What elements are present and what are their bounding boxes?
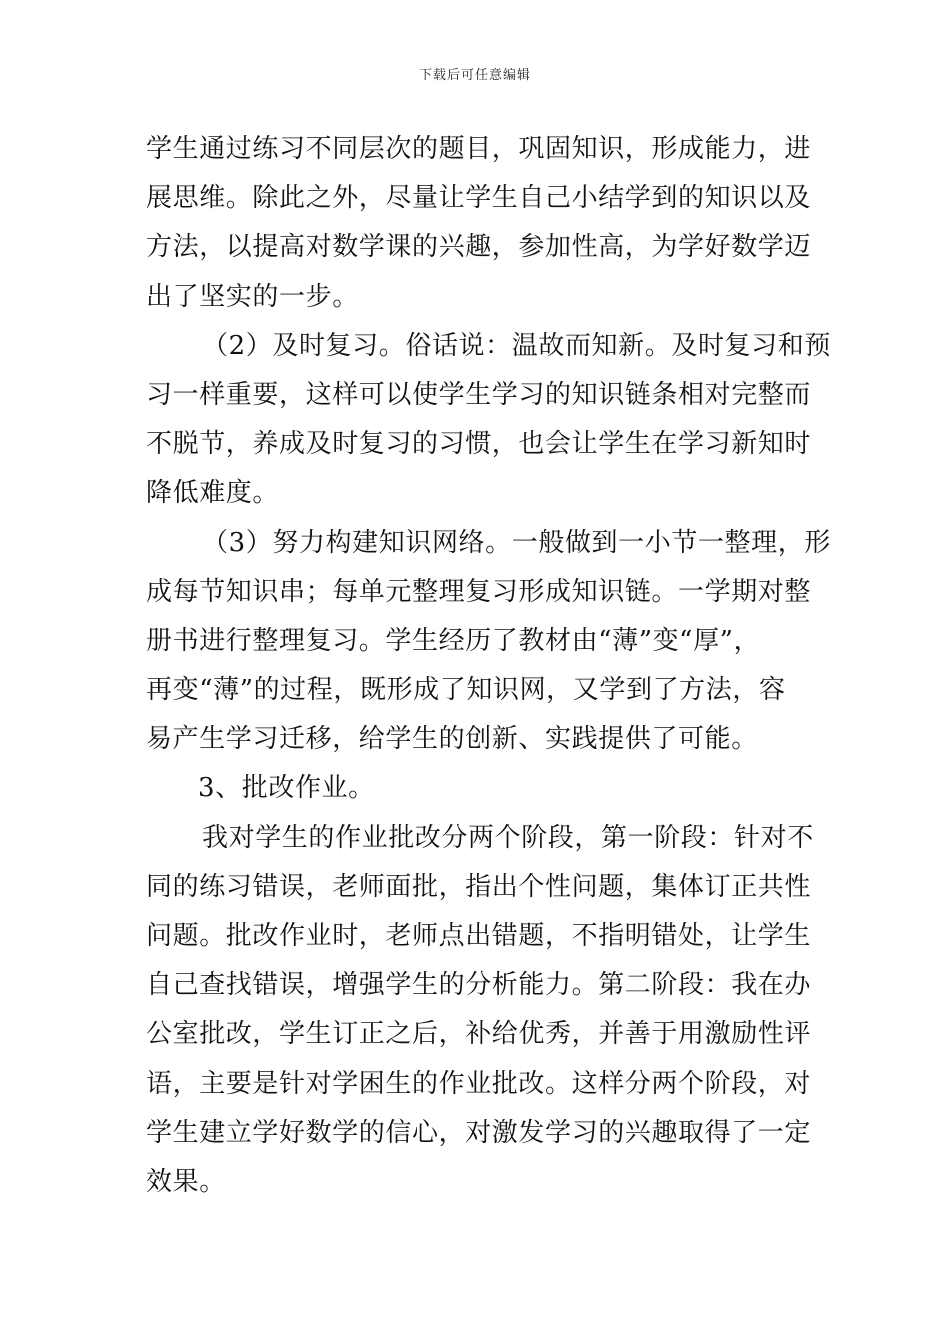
text-line: 习一样重要，这样可以使学生学习的知识链条相对完整而 [146,379,812,410]
paragraph-4 [146,814,814,1208]
text-line: 易产生学习迁移，给学生的创新、实践提供了可能。 [146,724,758,755]
paragraph-2 [146,322,831,519]
text-line: 再变“薄”的过程，既形成了知识网，又学到了方法，容 [146,675,786,706]
section-heading [146,764,806,813]
text-line: 方法，以提高对数学课的兴趣，参加性高，为学好数学迈 [146,232,812,263]
text-line: 公室批改，学生订正之后，补给优秀，并善于用激励性评 [146,1019,812,1050]
text-line: （2）及时复习。俗话说：温故而知新。及时复习和预 [202,330,831,361]
text-line: 不脱节，养成及时复习的习惯，也会让学生在学习新知时 [146,429,812,460]
text-line: 展思维。除此之外，尽量让学生自己小结学到的知识以及 [146,183,812,214]
text-line: 3、批改作业。 [198,773,375,804]
paragraph-3 [146,519,831,765]
text-line: 我对学生的作业批改分两个阶段，第一阶段：针对不 [202,822,814,853]
text-line: 出了坚实的一步。 [146,281,359,312]
document-body [146,125,831,1207]
text-line: 学生通过练习不同层次的题目，巩固知识，形成能力，进 [146,134,812,164]
text-line: 问题。批改作业时，老师点出错题，不指明错处，让学生 [146,921,812,951]
text-line: （3）努力构建知识网络。一般做到一小节一整理，形 [202,527,831,558]
text-line: 语，主要是针对学困生的作业批改。这样分两个阶段，对 [146,1068,812,1099]
text-line: 学生建立学好数学的信心，对激发学习的兴趣取得了一定 [146,1117,812,1148]
text-line: 册书进行整理复习。学生经历了教材由“薄”变“厚”， [146,625,761,656]
text-line: 同的练习错误，老师面批，指出个性问题，集体订正共性 [146,871,812,902]
text-line: 效果。 [146,1166,226,1197]
text-line: 自己查找错误，增强学生的分析能力。第二阶段：我在办 [146,970,812,1001]
text-line: 降低难度。 [146,478,280,509]
paragraph-1 [146,125,812,322]
text-line: 成每节知识串；每单元整理复习形成知识链。一学期对整 [146,576,812,607]
page-header: 下载后可任意编辑 [418,68,531,83]
